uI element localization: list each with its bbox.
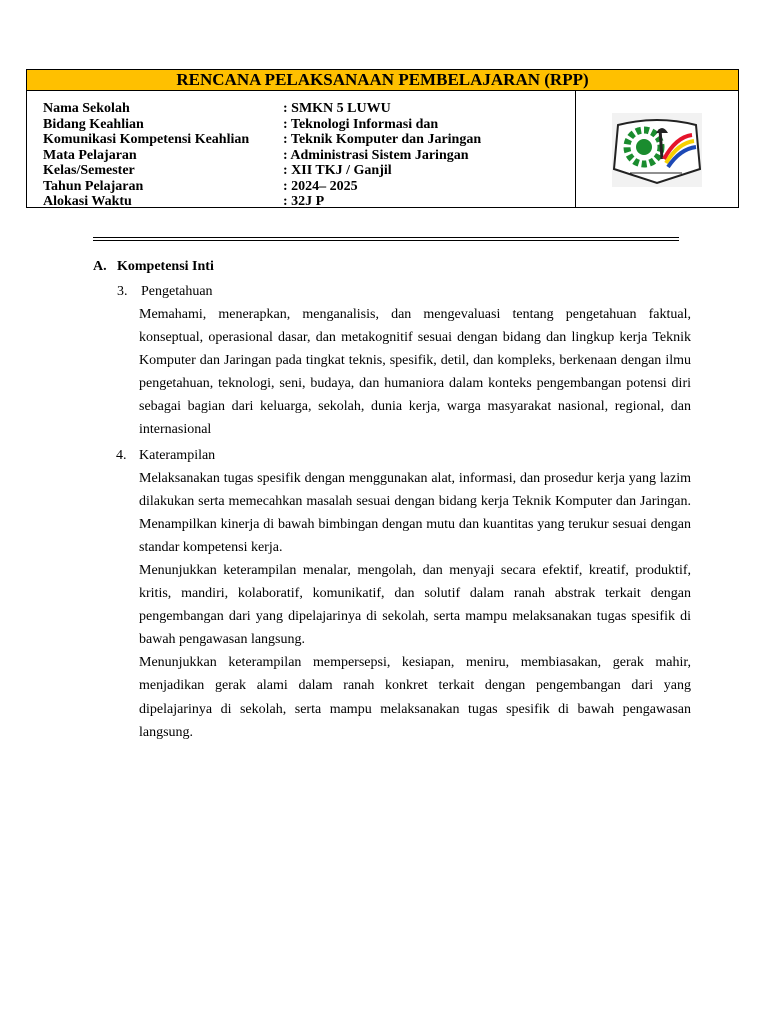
info-label: Mata Pelajaran bbox=[43, 147, 137, 163]
divider-line bbox=[93, 237, 679, 238]
identity-table bbox=[26, 69, 739, 208]
divider-line bbox=[93, 240, 679, 241]
info-value: : Administrasi Sistem Jaringan bbox=[283, 147, 469, 163]
item-title: Katerampilan bbox=[139, 447, 216, 463]
info-label: Alokasi Waktu bbox=[43, 194, 132, 209]
section-letter: A. bbox=[93, 259, 107, 274]
info-value: : 32J P bbox=[283, 194, 325, 209]
identity-body bbox=[27, 91, 738, 208]
info-row-field bbox=[43, 117, 575, 133]
paragraph: Menunjukkan keterampilan menalar, mengolah, dan menyaji secara efektif, kreatif, produktif, kritis, mandiri, kolaboratif, komunikatif, dan solutif dalam ranah abstrak terkait dengan pengembangan dari yang dipelajarinya di sekolah, serta mampu melaksanakan tugas spesifik di bawah pengawasan langsung. bbox=[139, 562, 691, 648]
paragraph: Memahami, menerapkan, menganalisis, dan mengevaluasi tentang pengetahuan faktual, konseptual, operasional dasar, dan metakognitif sesuai dengan bidang dan lingkup kerja Teknik Komputer dan Jaringan pada tingkat teknis, spesifik, detil, dan kompleks, berkenaan dengan ilmu pengetahuan, teknologi, seni, budaya, dan humaniora dalam konteks pengembangan potensi diri sebagai bagian dari keluarga, sekolah, dunia kerja, warga masyarakat nasional, regional, dan internasional bbox=[139, 307, 691, 438]
section-heading bbox=[93, 256, 691, 278]
info-row-subject bbox=[43, 148, 575, 164]
info-row-school bbox=[43, 101, 575, 117]
info-value: : SMKN 5 LUWU bbox=[283, 101, 391, 116]
info-label: Kelas/Semester bbox=[43, 163, 135, 178]
info-row-year bbox=[43, 179, 575, 195]
item-heading-knowledge bbox=[93, 280, 691, 303]
logo-cell bbox=[576, 91, 738, 208]
paragraph: Menunjukkan keterampilan mempersepsi, kesiapan, meniru, membiasakan, gerak mahir, menjadikan gerak alami dalam ranah konkret terkait dengan pengembangan dari yang dipelajarinya di sekolah, serta mampu melaksanakan tugas spesifik di bawah pengawasan langsung. bbox=[139, 655, 691, 740]
info-row-time bbox=[43, 194, 575, 210]
info-row-class bbox=[43, 163, 575, 179]
identity-info bbox=[27, 91, 576, 208]
info-label: Tahun Pelajaran bbox=[43, 178, 144, 194]
item-number: 4. bbox=[116, 447, 127, 463]
info-label: Nama Sekolah bbox=[43, 101, 130, 116]
school-logo-icon bbox=[612, 113, 702, 187]
document-title: RENCANA PELAKSANAAN PEMBELAJARAN (RPP) bbox=[27, 70, 738, 91]
info-row-competency bbox=[43, 132, 575, 148]
info-label: Bidang Keahlian bbox=[43, 116, 144, 132]
info-value: : Teknologi Informasi dan bbox=[283, 116, 439, 132]
main-content bbox=[93, 256, 691, 744]
section-title: Kompetensi Inti bbox=[117, 259, 214, 274]
info-label: Komunikasi Kompetensi Keahlian bbox=[43, 132, 250, 147]
info-value: : Teknik Komputer dan Jaringan bbox=[283, 132, 482, 147]
school-logo bbox=[612, 113, 702, 187]
item-heading-skills bbox=[93, 444, 691, 467]
info-value: : XII TKJ / Ganjil bbox=[283, 163, 392, 178]
item-title: Pengetahuan bbox=[141, 284, 213, 299]
info-value: : 2024– 2025 bbox=[283, 178, 358, 194]
item-number: 3. bbox=[117, 284, 128, 299]
paragraph: Melaksanakan tugas spesifik dengan menggunakan alat, informasi, dan prosedur kerja yang lazim dilakukan serta memecahkan masalah sesuai dengan bidang kerja Teknik Komputer dan Jaringan. Menampilkan kinerja di bawah bimbingan dengan mutu dan kuantitas yang terukur sesuai dengan standar kompetensi kerja. bbox=[139, 470, 691, 555]
